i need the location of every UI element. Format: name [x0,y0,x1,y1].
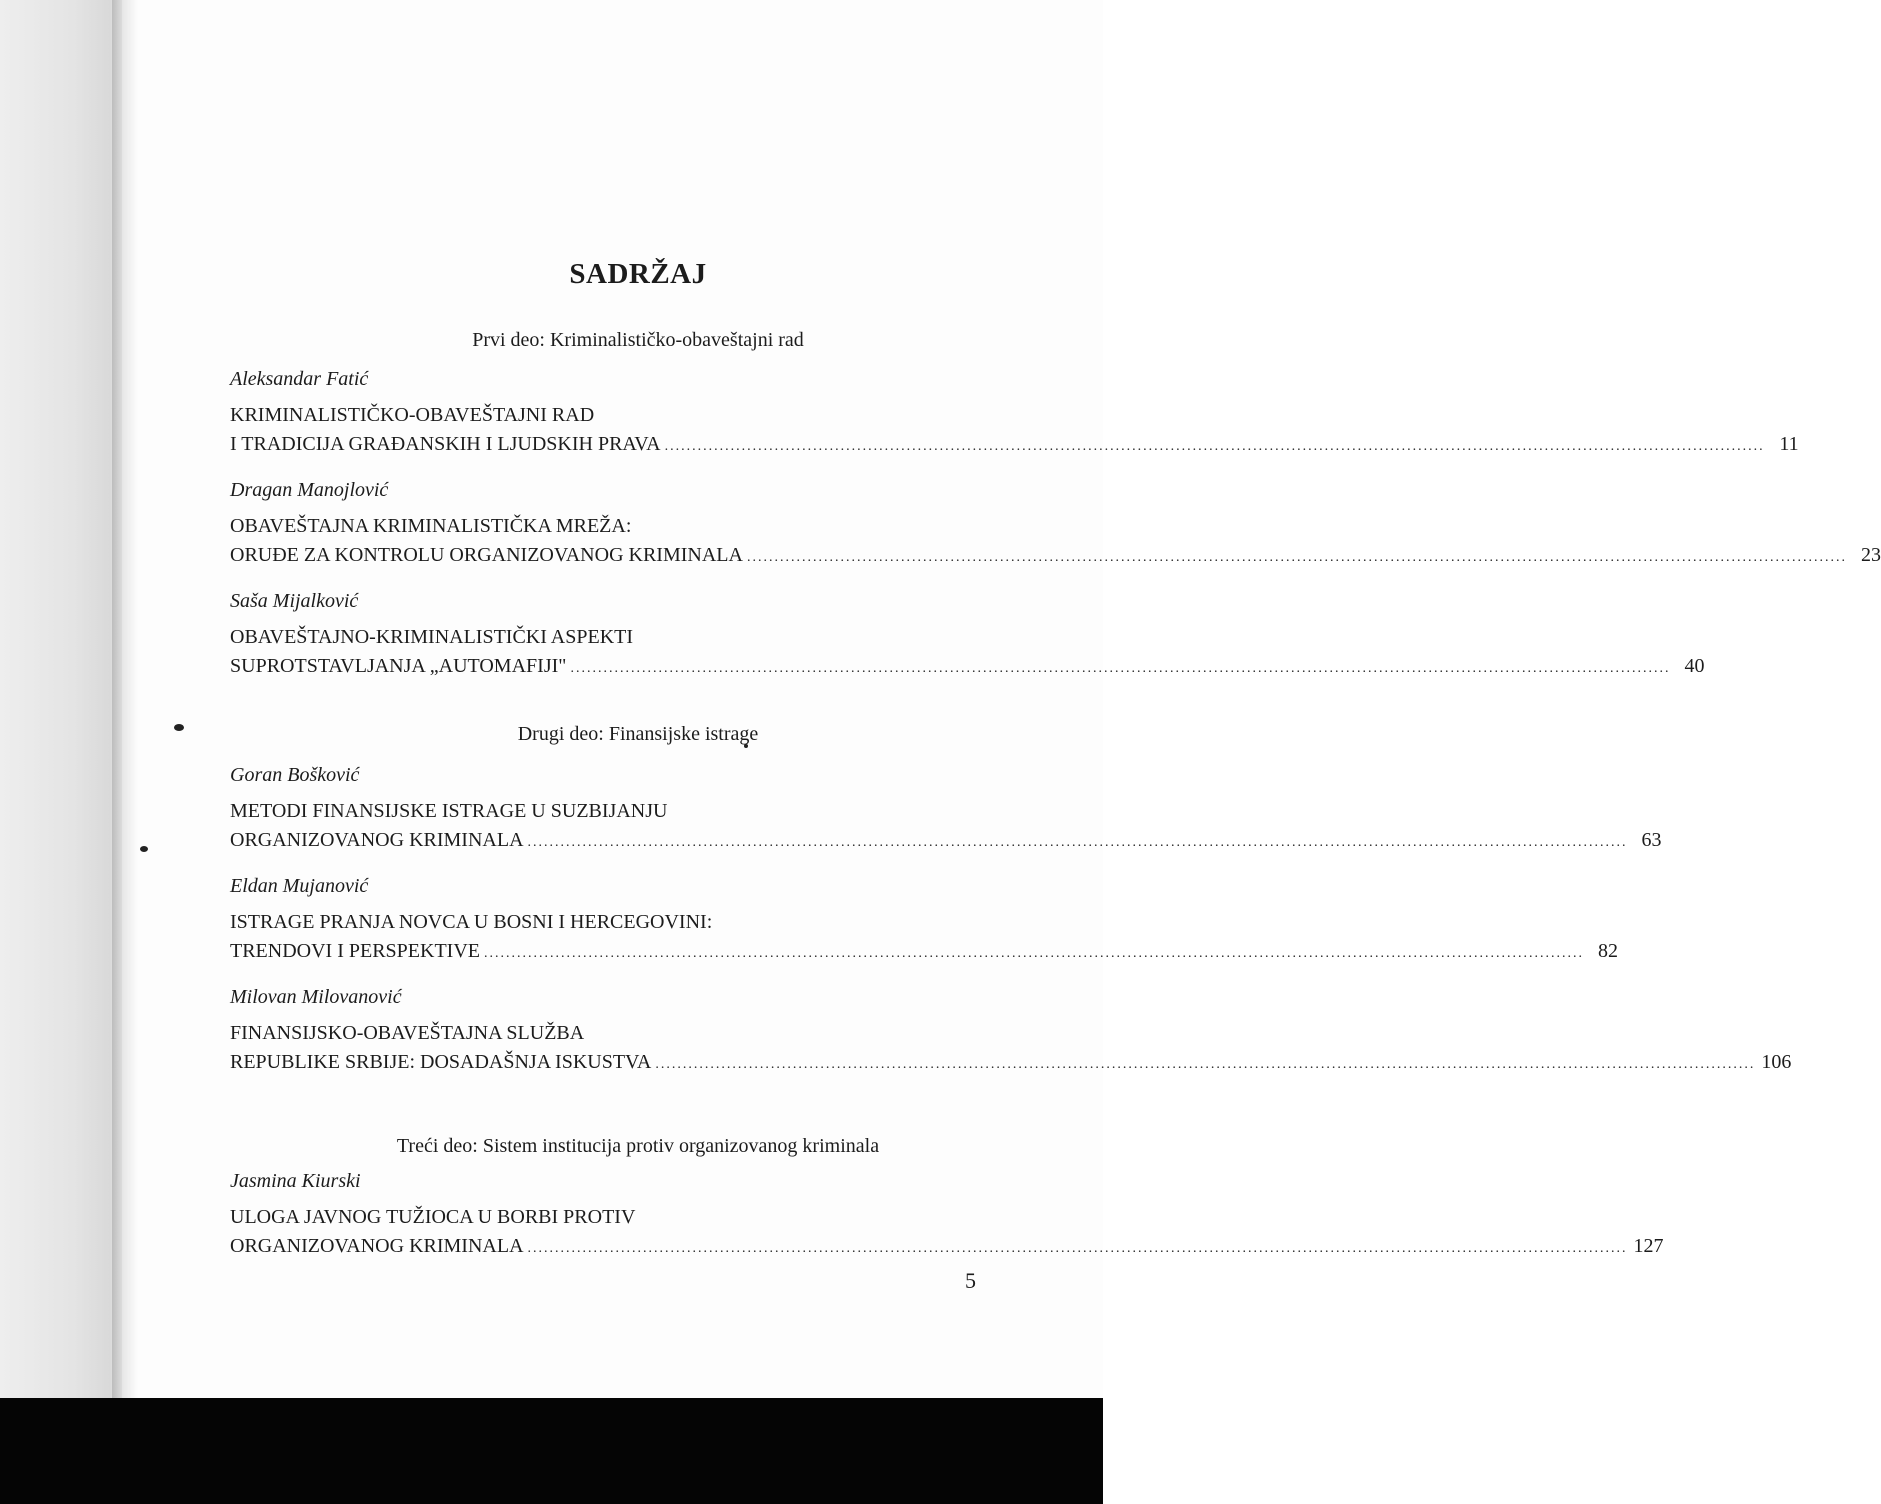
entry-title-line: ULOGA JAVNOG TUŽIOCA U BORBI PROTIV [230,1206,636,1228]
section-heading: Prvi deo: Kriminalističko-obaveštajni rad [472,329,804,351]
entry-author: Goran Bošković [230,764,360,786]
entry-page-number: 82 [1598,940,1618,962]
toc-entry [230,986,1792,1079]
entry-title-line: ISTRAGE PRANJA NOVCA U BOSNI I HERCEGOVINI: [230,911,713,933]
entry-title-line: I TRADICIJA GRAĐANSKIH I LJUDSKIH PRAVA [230,433,661,455]
entry-author: Aleksandar Fatić [230,368,369,390]
entry-title-line: ORGANIZOVANOG KRIMINALA [230,829,524,851]
entry-author: Milovan Milovanović [230,986,402,1008]
entry-title-line: SUPROTSTAVLJANJA „AUTOMAFIJI" [230,655,567,677]
entry-title-line: REPUBLIKE SRBIJE: DOSADAŠNJA ISKUSTVA [230,1051,652,1073]
dot-leader: ........................................................................................................................................................................................................ [746,550,1847,565]
dot-leader: ........................................................................................................................................................................................................ [655,1057,1756,1072]
ink-speck [174,724,184,731]
entry-title-line: FINANSIJSKO-OBAVEŠTAJNA SLUŽBA [230,1022,585,1044]
dot-leader: ........................................................................................................................................................................................................ [664,439,1765,454]
toc-entry [230,764,1662,857]
toc-entry [230,875,1618,968]
entry-title-line-with-page [230,937,1618,968]
entry-title-line: TRENDOVI I PERSPEKTIVE [230,940,480,962]
section-heading: Drugi deo: Finansijske istrage [517,723,759,745]
dot-leader: ........................................................................................................................................................................................................ [527,1241,1628,1256]
dot-leader: ........................................................................................................................................................................................................ [484,946,1584,961]
toc-entry [230,479,1881,572]
entry-title-line: ORUĐE ZA KONTROLU ORGANIZOVANOG KRIMINALA [230,544,743,566]
page-number: 5 [965,1268,976,1293]
entry-title-line-with-page [230,652,1705,683]
entry-page-number: 106 [1761,1051,1792,1073]
entry-author: Dragan Manojlović [230,479,389,501]
entry-title-line-with-page [230,541,1881,572]
entry-title-line: ORGANIZOVANOG KRIMINALA [230,1235,524,1257]
entry-page-number: 40 [1684,655,1705,677]
entry-title-line: OBAVEŠTAJNO-KRIMINALISTIČKI ASPEKTI [230,626,634,648]
entry-author: Saša Mijalković [230,590,359,612]
toc-entry [230,1170,1664,1263]
ink-speck [140,846,148,852]
toc-entry [230,590,1705,683]
entry-title-line: KRIMINALISTIČKO-OBAVEŠTAJNI RAD [230,404,595,426]
entry-title-line-with-page [230,430,1799,461]
entry-page-number: 127 [1633,1235,1664,1257]
dot-leader: ........................................................................................................................................................................................................ [570,661,1671,676]
entry-author: Jasmina Kiurski [230,1170,361,1192]
entry-author: Eldan Mujanović [230,875,369,897]
entry-title-line-with-page [230,1048,1792,1079]
entry-title-line: OBAVEŠTAJNA KRIMINALISTIČKA MREŽA: [230,515,632,537]
entry-title-line-with-page [230,826,1662,857]
scanner-bed-edge [0,1398,1103,1504]
table-of-contents [230,258,1881,1281]
section-heading: Treći deo: Sistem institucija protiv organizovanog kriminala [396,1135,880,1157]
entry-title-line-with-page [230,1232,1664,1263]
entry-page-number: 63 [1641,829,1662,851]
gutter-shadow [112,0,138,1398]
entry-title-line: METODI FINANSIJSKE ISTRAGE U SUZBIJANJU [230,800,668,822]
entry-page-number: 11 [1779,433,1799,455]
toc-title: SADRŽAJ [569,258,707,290]
dot-leader: ........................................................................................................................................................................................................ [527,835,1628,850]
entry-page-number: 23 [1860,544,1881,566]
scan-left-margin [0,0,122,1398]
toc-entry [230,368,1799,461]
